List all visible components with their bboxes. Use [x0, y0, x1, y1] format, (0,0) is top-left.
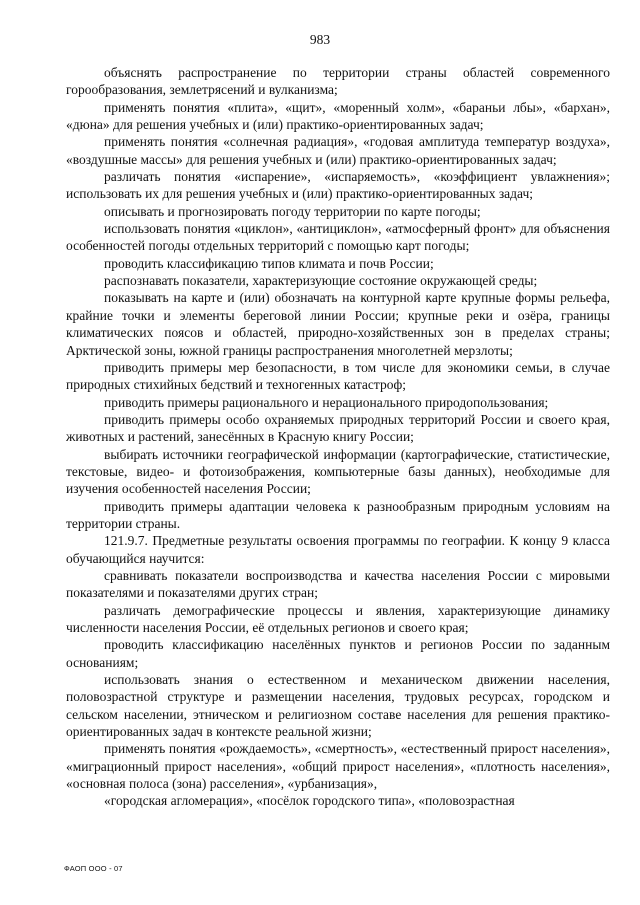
paragraph: выбирать источники географической информации (картографические, статистические, текстовые, видео- и фотоизображения, компьютерные базы данных), необходимые для изучения особенностей населения России; — [66, 446, 610, 497]
paragraph: применять понятия «плита», «щит», «моренный холм», «бараньи лбы», «бархан», «дюна» для решения учебных и (или) практико-ориентированных задач; — [66, 99, 610, 133]
paragraph: объяснять распространение по территории страны областей современного горообразования, землетрясений и вулканизма; — [66, 65, 610, 98]
document-footer-code: ФАОП ООО - 07 — [64, 864, 123, 873]
paragraph: приводить примеры особо охраняемых природных территорий России и своего края, животных и растений, занесённых в Красную книгу России; — [66, 411, 610, 445]
paragraph: различать понятия «испарение», «испаряемость», «коэффициент увлажнения»; использовать их для решения учебных и (или) практико-ориентированных задач; — [66, 169, 610, 202]
paragraph: проводить классификацию населённых пунктов и регионов России по заданным основаниям; — [66, 637, 610, 670]
paragraph: применять понятия «солнечная радиация», «годовая амплитуда температур воздуха», «воздушные массы» для решения учебных и (или) практико-ориентированных задач; — [66, 134, 610, 167]
paragraph: использовать знания о естественном и механическом движении населения, половозрастной структуре и размещении населения, трудовых ресурсах, городском и сельском населении, этническом и религиозном составе населения для решения практико-ориентированных задач в контексте реальной жизни; — [66, 672, 610, 740]
paragraph: использовать понятия «циклон», «антициклон», «атмосферный фронт» для объяснения особенностей погоды отдельных территорий с помощью карт погоды; — [66, 221, 610, 254]
section-heading-paragraph: 121.9.7. Предметные результаты освоения программы по географии. К концу 9 класса обучающийся научится: — [66, 533, 610, 566]
paragraph: показывать на карте и (или) обозначать на контурной карте крупные формы рельефа, крайние точки и элементы береговой линии России; крупные реки и озёра, границы климатических поясов и областей, природно-хозяйственных зон в пределах страны; Арктической зоны, южной границы распространения многолетней мерзлоты; — [66, 290, 610, 358]
paragraph: распознавать показатели, характеризующие состояние окружающей среды; — [104, 273, 538, 289]
page-body-text — [66, 64, 610, 810]
paragraph: приводить примеры адаптации человека к разнообразным природным условиям на территории страны. — [66, 498, 610, 531]
paragraph: приводить примеры мер безопасности, в том числе для экономики семьи, в случае природных стихийных бедствий и техногенных катастроф; — [66, 359, 610, 393]
paragraph: описывать и прогнозировать погоду территории по карте погоды; — [104, 203, 481, 219]
paragraph: «городская агломерация», «посёлок городского типа», «половозрастная — [104, 793, 515, 809]
paragraph: сравнивать показатели воспроизводства и качества населения России с мировыми показателями и показателями других стран; — [66, 567, 610, 601]
page-number: 983 — [309, 32, 331, 47]
paragraph: проводить классификацию типов климата и почв России; — [104, 255, 434, 271]
paragraph: применять понятия «рождаемость», «смертность», «естественный прирост населения», «миграционный прирост населения», «общий прирост населения», «плотность населения», «основная полоса (зона) расселения», «урбанизация», — [66, 741, 610, 792]
paragraph: приводить примеры рационального и нерационального природопользования; — [104, 394, 549, 410]
paragraph: различать демографические процессы и явления, характеризующие динамику численности населения России, её отдельных регионов и своего края; — [66, 602, 610, 635]
